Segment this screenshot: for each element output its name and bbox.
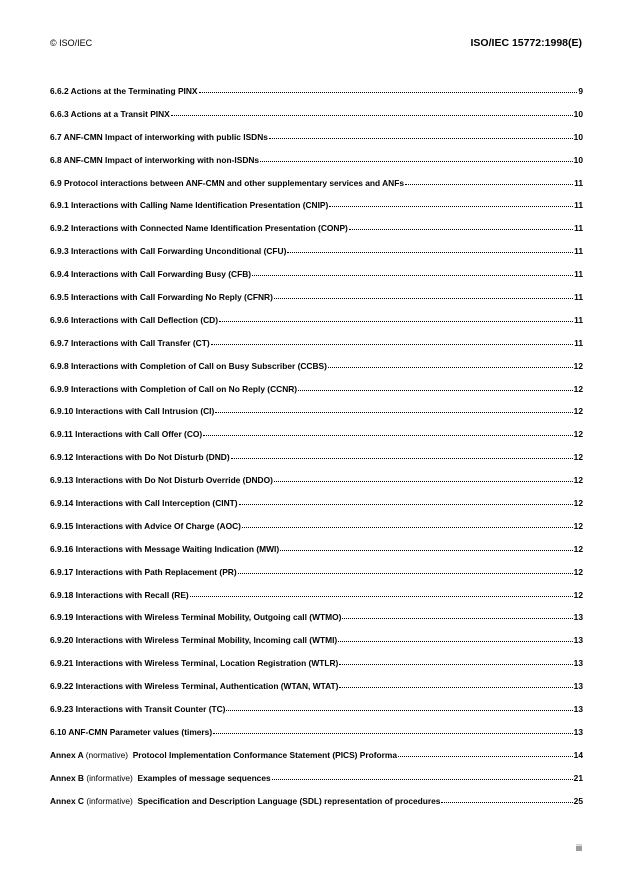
dot-leader: [274, 298, 573, 299]
toc-entry[interactable]: [50, 269, 583, 292]
dot-leader: [211, 344, 574, 345]
toc-entry-title: 6.9.22 Interactions with Wireless Terminal, Authentication (WTAN, WTAT): [50, 681, 339, 692]
toc-entry-page: 11: [574, 337, 583, 348]
toc-entry-page: 12: [573, 566, 583, 577]
toc-entry-title: 6.9.9 Interactions with Completion of Call on No Reply (CCNR): [50, 383, 298, 394]
toc-entry-title: 6.8 ANF-CMN Impact of interworking with non-ISDNs: [50, 154, 260, 165]
toc-entry-page: 10: [573, 154, 583, 165]
toc-entry-page: 12: [573, 589, 583, 600]
annex-label: Annex A: [50, 749, 84, 760]
toc-entry-page: 11: [574, 269, 583, 280]
toc-entry-page: 9: [578, 86, 583, 96]
toc-entry-title: 6.9.2 Interactions with Connected Name Identification Presentation (CONP): [50, 223, 348, 234]
toc-entry[interactable]: [50, 200, 583, 223]
dot-leader: [329, 206, 573, 207]
toc-entry-page: 12: [573, 452, 583, 463]
toc-entry[interactable]: [50, 727, 583, 750]
toc-entry-title: 6.7 ANF-CMN Impact of interworking with public ISDNs: [50, 131, 268, 142]
dot-leader: [252, 275, 573, 276]
toc-entry-page: 13: [573, 658, 583, 669]
dot-leader: [242, 527, 573, 528]
toc-entry-title: 6.10 ANF-CMN Parameter values (timers): [50, 726, 213, 737]
toc-entry-title: 6.9.18 Interactions with Recall (RE): [50, 589, 189, 600]
annex-title: Examples of message sequences: [137, 772, 271, 783]
toc-entry-page: 12: [573, 543, 583, 554]
dot-leader: [338, 641, 572, 642]
toc-entry[interactable]: [50, 704, 583, 727]
dot-leader: [274, 481, 573, 482]
dot-leader: [342, 618, 572, 619]
toc-entry-page: 11: [574, 200, 583, 211]
toc-entry-page: 12: [573, 429, 583, 440]
toc-annex-entry[interactable]: [50, 750, 583, 773]
toc-annex-entry[interactable]: [50, 773, 583, 796]
toc-entry[interactable]: [50, 544, 583, 567]
toc-entry-title: 6.6.2 Actions at the Terminating PINX: [50, 86, 198, 96]
dot-leader: [405, 184, 573, 185]
toc-entry[interactable]: [50, 521, 583, 544]
toc-entry[interactable]: [50, 384, 583, 407]
dot-leader: [190, 596, 573, 597]
header-standard-id: ISO/IEC 15772:1998(E): [470, 37, 582, 49]
toc-entry[interactable]: [50, 132, 583, 155]
toc-entry-title: 6.9.5 Interactions with Call Forwarding No Reply (CFNR): [50, 292, 273, 303]
toc-entry[interactable]: [50, 223, 583, 246]
header-copyright: © ISO/IEC: [50, 38, 93, 48]
toc-entry-title: 6.9.14 Interactions with Call Interception (CINT): [50, 498, 238, 509]
annex-kind: (normative): [85, 749, 129, 760]
toc-entry[interactable]: [50, 246, 583, 269]
toc-entry-title: 6.9.12 Interactions with Do Not Disturb (DND): [50, 452, 230, 463]
table-of-contents: [50, 86, 583, 819]
toc-entry[interactable]: [50, 681, 583, 704]
toc-entry-title: 6.9.19 Interactions with Wireless Terminal Mobility, Outgoing call (WTMO): [50, 612, 342, 623]
toc-entry-title: 6.6.3 Actions at a Transit PINX: [50, 108, 170, 119]
toc-entry-title: 6.9.13 Interactions with Do Not Disturb Override (DNDO): [50, 475, 273, 486]
toc-entry[interactable]: [50, 567, 583, 590]
dot-leader: [219, 321, 573, 322]
dot-leader: [239, 504, 573, 505]
toc-entry-page: 13: [573, 726, 583, 737]
toc-entry-page: 12: [573, 520, 583, 531]
toc-entry-title: 6.9.6 Interactions with Call Deflection (CD): [50, 314, 218, 325]
toc-entry-page: 13: [573, 612, 583, 623]
dot-leader: [238, 573, 573, 574]
dot-leader: [287, 252, 573, 253]
toc-entry-title: 6.9.8 Interactions with Completion of Call on Busy Subscriber (CCBS): [50, 360, 327, 371]
annex-title-group: [50, 773, 271, 783]
toc-entry[interactable]: [50, 590, 583, 613]
toc-entry-page: 12: [573, 498, 583, 509]
toc-entry[interactable]: [50, 406, 583, 429]
dot-leader: [213, 733, 573, 734]
toc-entry-page: 10: [573, 131, 583, 142]
toc-entry[interactable]: [50, 292, 583, 315]
dot-leader: [398, 756, 573, 757]
toc-entry-title: 6.9.10 Interactions with Call Intrusion (CI): [50, 406, 215, 417]
dot-leader: [260, 161, 573, 162]
toc-entry-page: 12: [573, 360, 583, 371]
toc-entry[interactable]: [50, 109, 583, 132]
dot-leader: [215, 412, 572, 413]
toc-entry-page: 12: [573, 475, 583, 486]
toc-entry-page: 13: [573, 704, 583, 715]
dot-leader: [339, 664, 572, 665]
toc-entry-page: 11: [574, 314, 583, 325]
toc-entry[interactable]: [50, 86, 583, 109]
dot-leader: [203, 435, 572, 436]
annex-label: Annex B: [50, 772, 84, 783]
toc-entry-title: 6.9.7 Interactions with Call Transfer (CT): [50, 337, 210, 348]
toc-entry-page: 11: [574, 177, 583, 188]
dot-leader: [328, 367, 573, 368]
annex-title: Specification and Description Language (SDL) representation of procedures: [137, 795, 441, 806]
toc-entry[interactable]: [50, 429, 583, 452]
dot-leader: [298, 390, 573, 391]
annex-title-group: [50, 750, 397, 760]
dot-leader: [171, 115, 573, 116]
toc-annex-entry[interactable]: [50, 796, 583, 819]
toc-entry[interactable]: [50, 155, 583, 178]
toc-entry-page: 25: [573, 795, 583, 806]
dot-leader: [339, 687, 572, 688]
toc-entry-title: 6.9.17 Interactions with Path Replacement (PR): [50, 566, 237, 577]
toc-entry-page: 12: [573, 383, 583, 394]
toc-entry[interactable]: [50, 315, 583, 338]
dot-leader: [226, 710, 572, 711]
toc-entry-page: 12: [573, 406, 583, 417]
toc-entry[interactable]: [50, 178, 583, 201]
toc-entry[interactable]: [50, 658, 583, 681]
toc-entry-title: 6.9.15 Interactions with Advice Of Charge (AOC): [50, 520, 241, 531]
annex-kind: (informative): [86, 772, 133, 783]
toc-entry-title: 6.9.4 Interactions with Call Forwarding Busy (CFB): [50, 269, 252, 280]
toc-entry-title: 6.9.21 Interactions with Wireless Terminal, Location Registration (WTLR): [50, 658, 339, 669]
toc-entry[interactable]: [50, 452, 583, 475]
toc-entry-title: 6.9.3 Interactions with Call Forwarding Unconditional (CFU): [50, 246, 287, 257]
toc-entry[interactable]: [50, 475, 583, 498]
toc-entry-page: 21: [573, 772, 583, 783]
toc-entry-page: 11: [574, 292, 583, 303]
toc-entry[interactable]: [50, 635, 583, 658]
toc-entry-title: 6.9.1 Interactions with Calling Name Identification Presentation (CNIP): [50, 200, 329, 211]
toc-entry-title: 6.9.16 Interactions with Message Waiting Indication (MWI): [50, 543, 280, 554]
dot-leader: [199, 92, 578, 93]
annex-label: Annex C: [50, 795, 84, 806]
annex-kind: (informative): [86, 795, 133, 806]
toc-entry[interactable]: [50, 612, 583, 635]
toc-entry[interactable]: [50, 498, 583, 521]
dot-leader: [269, 138, 573, 139]
toc-entry-page: 14: [573, 749, 583, 760]
page-number: iii: [576, 843, 582, 853]
dot-leader: [231, 458, 573, 459]
toc-entry-page: 10: [573, 108, 583, 119]
toc-entry-title: 6.9.20 Interactions with Wireless Terminal Mobility, Incoming call (WTMI): [50, 635, 338, 646]
dot-leader: [441, 802, 572, 803]
toc-entry-page: 11: [574, 246, 583, 257]
annex-title-group: [50, 796, 440, 806]
dot-leader: [272, 779, 573, 780]
toc-entry-title: 6.9 Protocol interactions between ANF-CMN and other supplementary services and ANFs: [50, 177, 404, 188]
toc-entry-page: 13: [573, 635, 583, 646]
dot-leader: [349, 229, 573, 230]
dot-leader: [280, 550, 573, 551]
toc-entry[interactable]: [50, 361, 583, 384]
toc-entry-page: 11: [574, 223, 583, 234]
toc-entry-title: 6.9.11 Interactions with Call Offer (CO): [50, 429, 203, 440]
toc-entry-title: 6.9.23 Interactions with Transit Counter (TC): [50, 704, 226, 715]
toc-entry[interactable]: [50, 338, 583, 361]
toc-entry-page: 13: [573, 681, 583, 692]
annex-title: Protocol Implementation Conformance Statement (PICS) Proforma: [132, 749, 398, 760]
